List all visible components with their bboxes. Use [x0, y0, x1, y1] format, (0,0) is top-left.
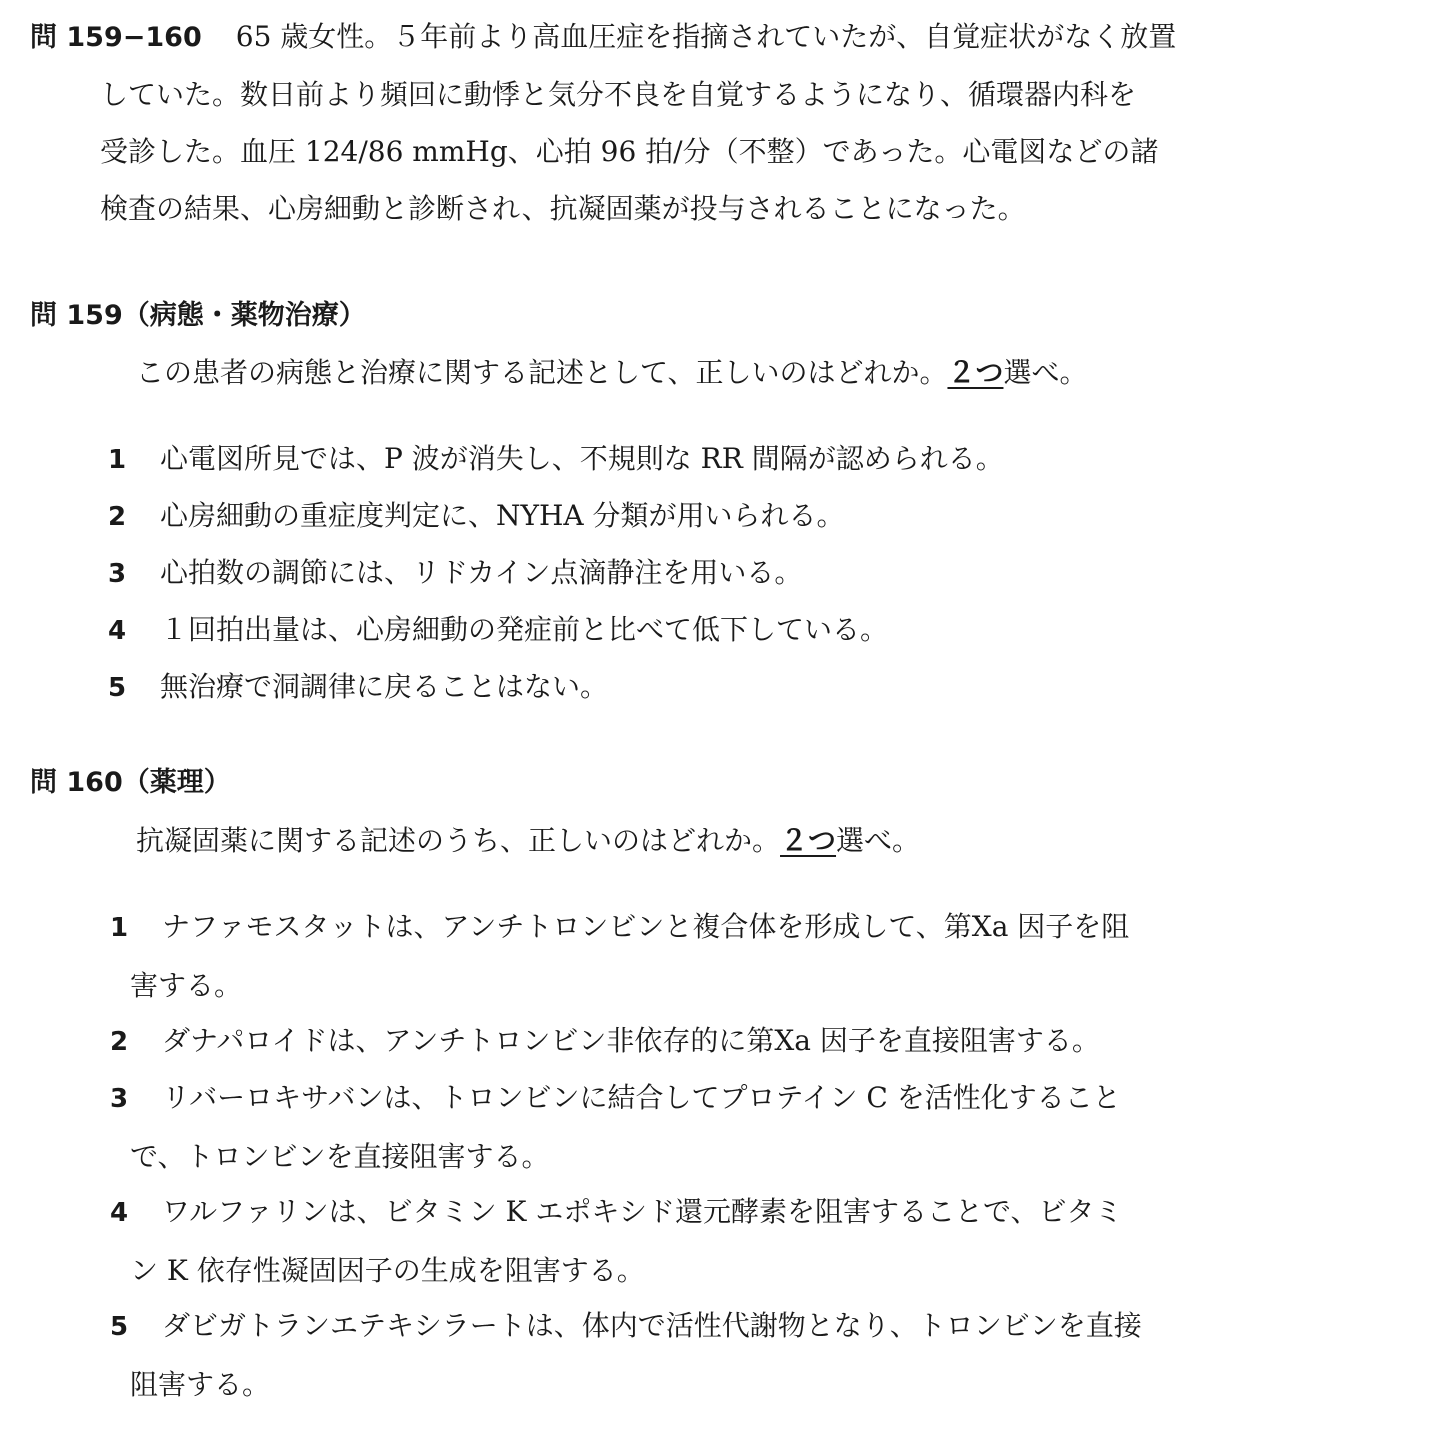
case-description: [30, 8, 1400, 237]
q160-option-text: リバーロキサバンは、トロンビンに結合してプロテイン C を活性化すること: [162, 1081, 1121, 1114]
q159-option-text: 無治療で洞調律に戻ることはない。: [160, 670, 609, 703]
q159-prompt-emphasis: ２つ: [947, 356, 1004, 389]
q159-option-2[interactable]: [108, 487, 845, 546]
q160-option-number: 2: [110, 1027, 129, 1057]
q160-option-text: ダナパロイドは、アンチトロンビン非依存的に第Ⅹa 因子を直接阻害する。: [162, 1024, 1100, 1057]
q159-prompt-text: この患者の病態と治療に関する記述として、正しいのはどれか。: [136, 356, 948, 389]
q159-option-number: 1: [108, 445, 127, 475]
q160-prompt: [136, 821, 920, 861]
q160-prompt-tail: 選べ。: [836, 824, 921, 857]
q160-heading: 問 160（薬理）: [30, 767, 231, 798]
q160-option-text-continued: 阻害する。: [130, 1368, 271, 1401]
q159-option-1[interactable]: [108, 430, 1004, 489]
q159-option-number: 3: [108, 559, 127, 589]
q160-option-text: ワルファリンは、ビタミン K エポキシド還元酵素を阻害することで、ビタミ: [162, 1195, 1123, 1228]
q159-option-number: 2: [108, 502, 127, 532]
q160-option-text-continued: 害する。: [130, 969, 243, 1002]
case-line-2: していた。数日前より頻回に動悸と気分不良を自覚するようになり、循環器内科を: [100, 78, 1137, 111]
q159-prompt: [136, 353, 1087, 393]
q160-prompt-text: 抗凝固薬に関する記述のうち、正しいのはどれか。: [136, 824, 781, 857]
q160-option-1[interactable]: [110, 898, 1129, 1014]
case-text-1: 65 歳女性。５年前より高血圧症を指摘されていたが、自覚症状がなく放置: [235, 20, 1177, 53]
q159-option-text: 心拍数の調節には、リドカイン点滴静注を用いる。: [160, 556, 803, 589]
q159-option-number: 5: [108, 673, 127, 703]
q160-option-5[interactable]: [110, 1297, 1142, 1413]
q160-option-4[interactable]: [110, 1183, 1122, 1299]
q159-option-text: １回拍出量は、心房細動の発症前と比べて低下している。: [160, 613, 889, 646]
q160-option-number: 3: [110, 1084, 129, 1114]
q160-option-text: ナファモスタットは、アンチトロンビンと複合体を形成して、第Ⅹa 因子を阻: [162, 910, 1130, 943]
q160-option-number: 5: [110, 1312, 129, 1342]
case-line-4: 検査の結果、心房細動と診断され、抗凝固薬が投与されることになった。: [100, 192, 1026, 225]
q160-option-3[interactable]: [110, 1069, 1121, 1185]
q159-heading: 問 159（病態・薬物治療）: [30, 300, 366, 331]
case-number: 問 159−160: [30, 22, 202, 53]
q160-option-number: 1: [110, 913, 129, 943]
q160-option-number: 4: [110, 1198, 129, 1228]
q160-option-text-continued: ン K 依存性凝固因子の生成を阻害する。: [130, 1254, 645, 1287]
q159-option-text: 心電図所見では、P 波が消失し、不規則な RR 間隔が認められる。: [160, 442, 1004, 475]
q159-option-number: 4: [108, 616, 127, 646]
q159-option-3[interactable]: [108, 544, 802, 603]
q160-option-2[interactable]: [110, 1012, 1100, 1071]
case-line-3: 受診した。血圧 124/86 mmHg、心拍 96 拍/分（不整）であった。心電図などの諸: [100, 135, 1159, 168]
q160-option-text: ダビガトランエテキシラートは、体内で活性代謝物となり、トロンビンを直接: [162, 1309, 1142, 1342]
q159-prompt-tail: 選べ。: [1003, 356, 1088, 389]
case-line-1: [30, 8, 1400, 66]
q159-option-text: 心房細動の重症度判定に、NYHA 分類が用いられる。: [160, 499, 845, 532]
q159-option-5[interactable]: [108, 658, 608, 717]
q159-option-4[interactable]: [108, 601, 888, 660]
q160-option-text-continued: で、トロンビンを直接阻害する。: [130, 1140, 550, 1173]
q160-prompt-emphasis: ２つ: [780, 824, 837, 857]
